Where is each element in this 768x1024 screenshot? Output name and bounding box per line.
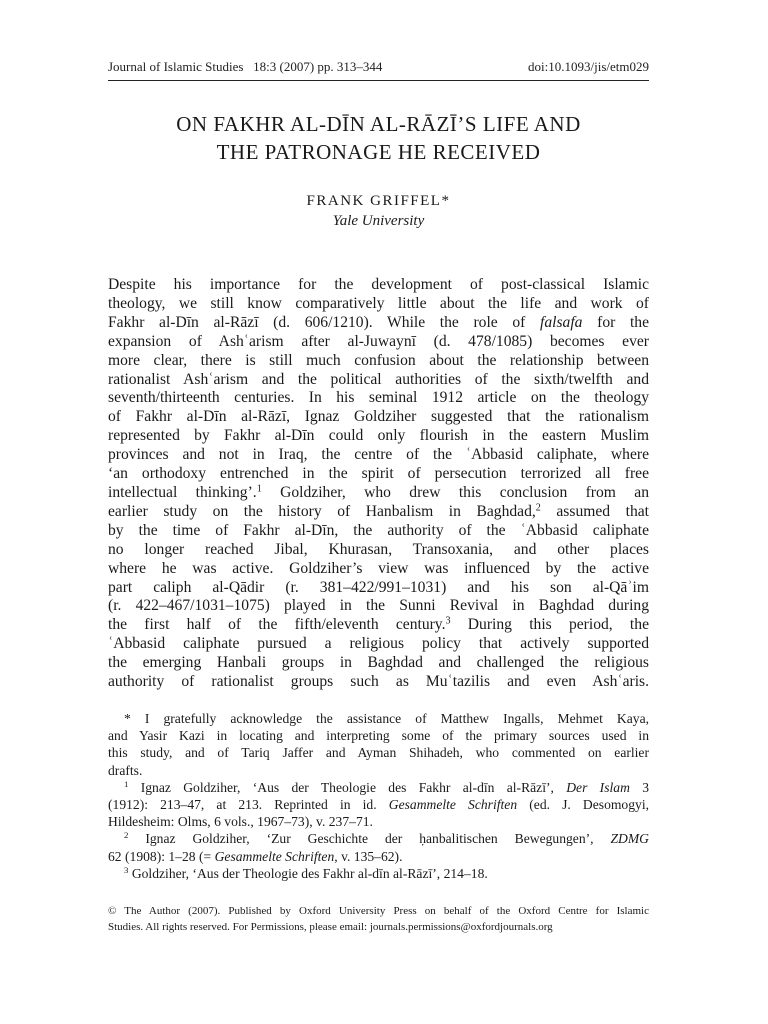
- body-line: more clear, there is still much confusion about the relationship between: [108, 351, 649, 369]
- copyright-line: © The Author (2007). Published by Oxford University Press on behalf of the Oxford Centre for Islamic: [108, 905, 649, 917]
- body-paragraph: [108, 276, 649, 692]
- body-line: provinces and not in Iraq, the centre of the ʿAbbasid caliphate, where: [108, 446, 649, 464]
- body-line: where he was active. Goldziher’s view was influenced by the active: [108, 559, 649, 577]
- article-title: [108, 110, 649, 166]
- body-line: Fakhr al-Dīn al-Rāzī (d. 606/1210). While the role of falsafa for the: [108, 313, 650, 331]
- falsafa-term: falsafa: [540, 313, 583, 331]
- body-line: of Fakhr al-Dīn al-Rāzī, Ignaz Goldziher suggested that the rationalism: [108, 408, 649, 426]
- running-head: [108, 58, 649, 81]
- footnote-star-line: drafts.: [108, 762, 143, 778]
- footnote-1-line: (1912): 213–47, at 213. Reprinted in id. Gesammelte Schriften (ed. J. Desomogyi,: [108, 797, 650, 813]
- body-line: no longer reached Jibal, Khurasan, Transoxania, and other places: [108, 540, 649, 558]
- author-affiliation: Yale University: [332, 213, 425, 229]
- body-line: (r. 422–467/1031–1075) played in the Sunni Revival in Baghdad during: [108, 597, 649, 615]
- body-line: ‘an orthodoxy entrenched in the spirit of persecution terrorized all free: [108, 465, 649, 483]
- body-line: the first half of the fifth/eleventh century.$^3$ During this period, the: [108, 615, 649, 634]
- journal-citation: Journal of Islamic Studies 18:3 (2007) pp. 313–344: [108, 59, 383, 74]
- body-line: intellectual thinking’.$^1$ Goldziher, who drew this conclusion from an: [108, 483, 649, 501]
- body-line: the emerging Hanbali groups in Baghdad and challenged the religious: [108, 654, 649, 672]
- footnote-3: $^3$ Goldziher, ‘Aus der Theologie des Fakhr al-dīn al-Rāzī’, 214–18.: [124, 864, 488, 881]
- title-line-1: ON FAKHR AL-DĪN AL-RĀZĪ’S LIFE AND: [176, 112, 581, 136]
- body-line: by the time of Fakhr al-Dīn, the authority of the ʿAbbasid caliphate: [108, 521, 649, 539]
- footnote-2: $^2$ Ignaz Goldziher, ‘Zur Geschichte der ḥanbalitischen Bewegungen’, ZDMG: [124, 830, 649, 847]
- body-line: seventh/thirteenth centuries. In his seminal 1912 article on the theology: [108, 389, 649, 407]
- body-line: expansion of Ashʿarism after al-Juwaynī (d. 478/1085) becomes ever: [108, 332, 649, 350]
- footnote-2-line: 62 (1908): 1–28 (= Gesammelte Schriften, v. 135–62).: [108, 848, 403, 864]
- footnote-star-line: this study, and of Tariq Jaffer and Ayman Shihadeh, who commented on earlier: [108, 745, 649, 761]
- body-line: theology, we still know comparatively little about the life and work of: [108, 294, 649, 312]
- body-line: represented by Fakhr al-Dīn could only flourish in the eastern Muslim: [108, 427, 649, 445]
- copyright-line: Studies. All rights reserved. For Permissions, please email: journals.permissions@oxfordjournals.org: [108, 921, 553, 933]
- footnote-marker-3[interactable]: 3: [445, 615, 451, 627]
- body-line: Despite his importance for the development of post-classical Islamic: [108, 276, 649, 293]
- body-line: part caliph al-Qādir (r. 381–422/991–1031) and his son al-Qāʾim: [108, 578, 649, 596]
- footnote-star-line: and Yasir Kazi in locating and interpreting some of the primary sources used in: [108, 728, 649, 744]
- footnotes: [108, 710, 649, 882]
- title-line-2: THE PATRONAGE HE RECEIVED: [216, 140, 541, 164]
- body-line: ʿAbbasid caliphate pursued a religious policy that actively supported: [108, 635, 649, 653]
- footnote-1-line: Hildesheim: Olms, 6 vols., 1967–73), v. 237–71.: [108, 814, 373, 830]
- footnote-marker-2[interactable]: 2: [535, 502, 541, 514]
- doi: doi:10.1093/jis/etm029: [528, 59, 649, 74]
- body-line: earlier study on the history of Hanbalism in Baghdad,$^2$ assumed that: [108, 502, 649, 520]
- body-line: authority of rationalist groups such as Muʿtazilis and even Ashʿaris.: [108, 673, 649, 691]
- body-line: rationalist Ashʿarism and the political authorities of the sixth/twelfth and: [108, 370, 649, 388]
- footnote-star-line: * I gratefully acknowledge the assistance of Matthew Ingalls, Mehmet Kaya,: [124, 711, 649, 726]
- copyright-notice: [108, 903, 649, 935]
- footnote-1: $^1$ Ignaz Goldziher, ‘Aus der Theologie des Fakhr al-dīn al-Rāzī’, Der Islam 3: [124, 778, 649, 795]
- author-name: FRANK GRIFFEL*: [306, 193, 451, 209]
- footnote-marker-1[interactable]: 1: [256, 483, 262, 495]
